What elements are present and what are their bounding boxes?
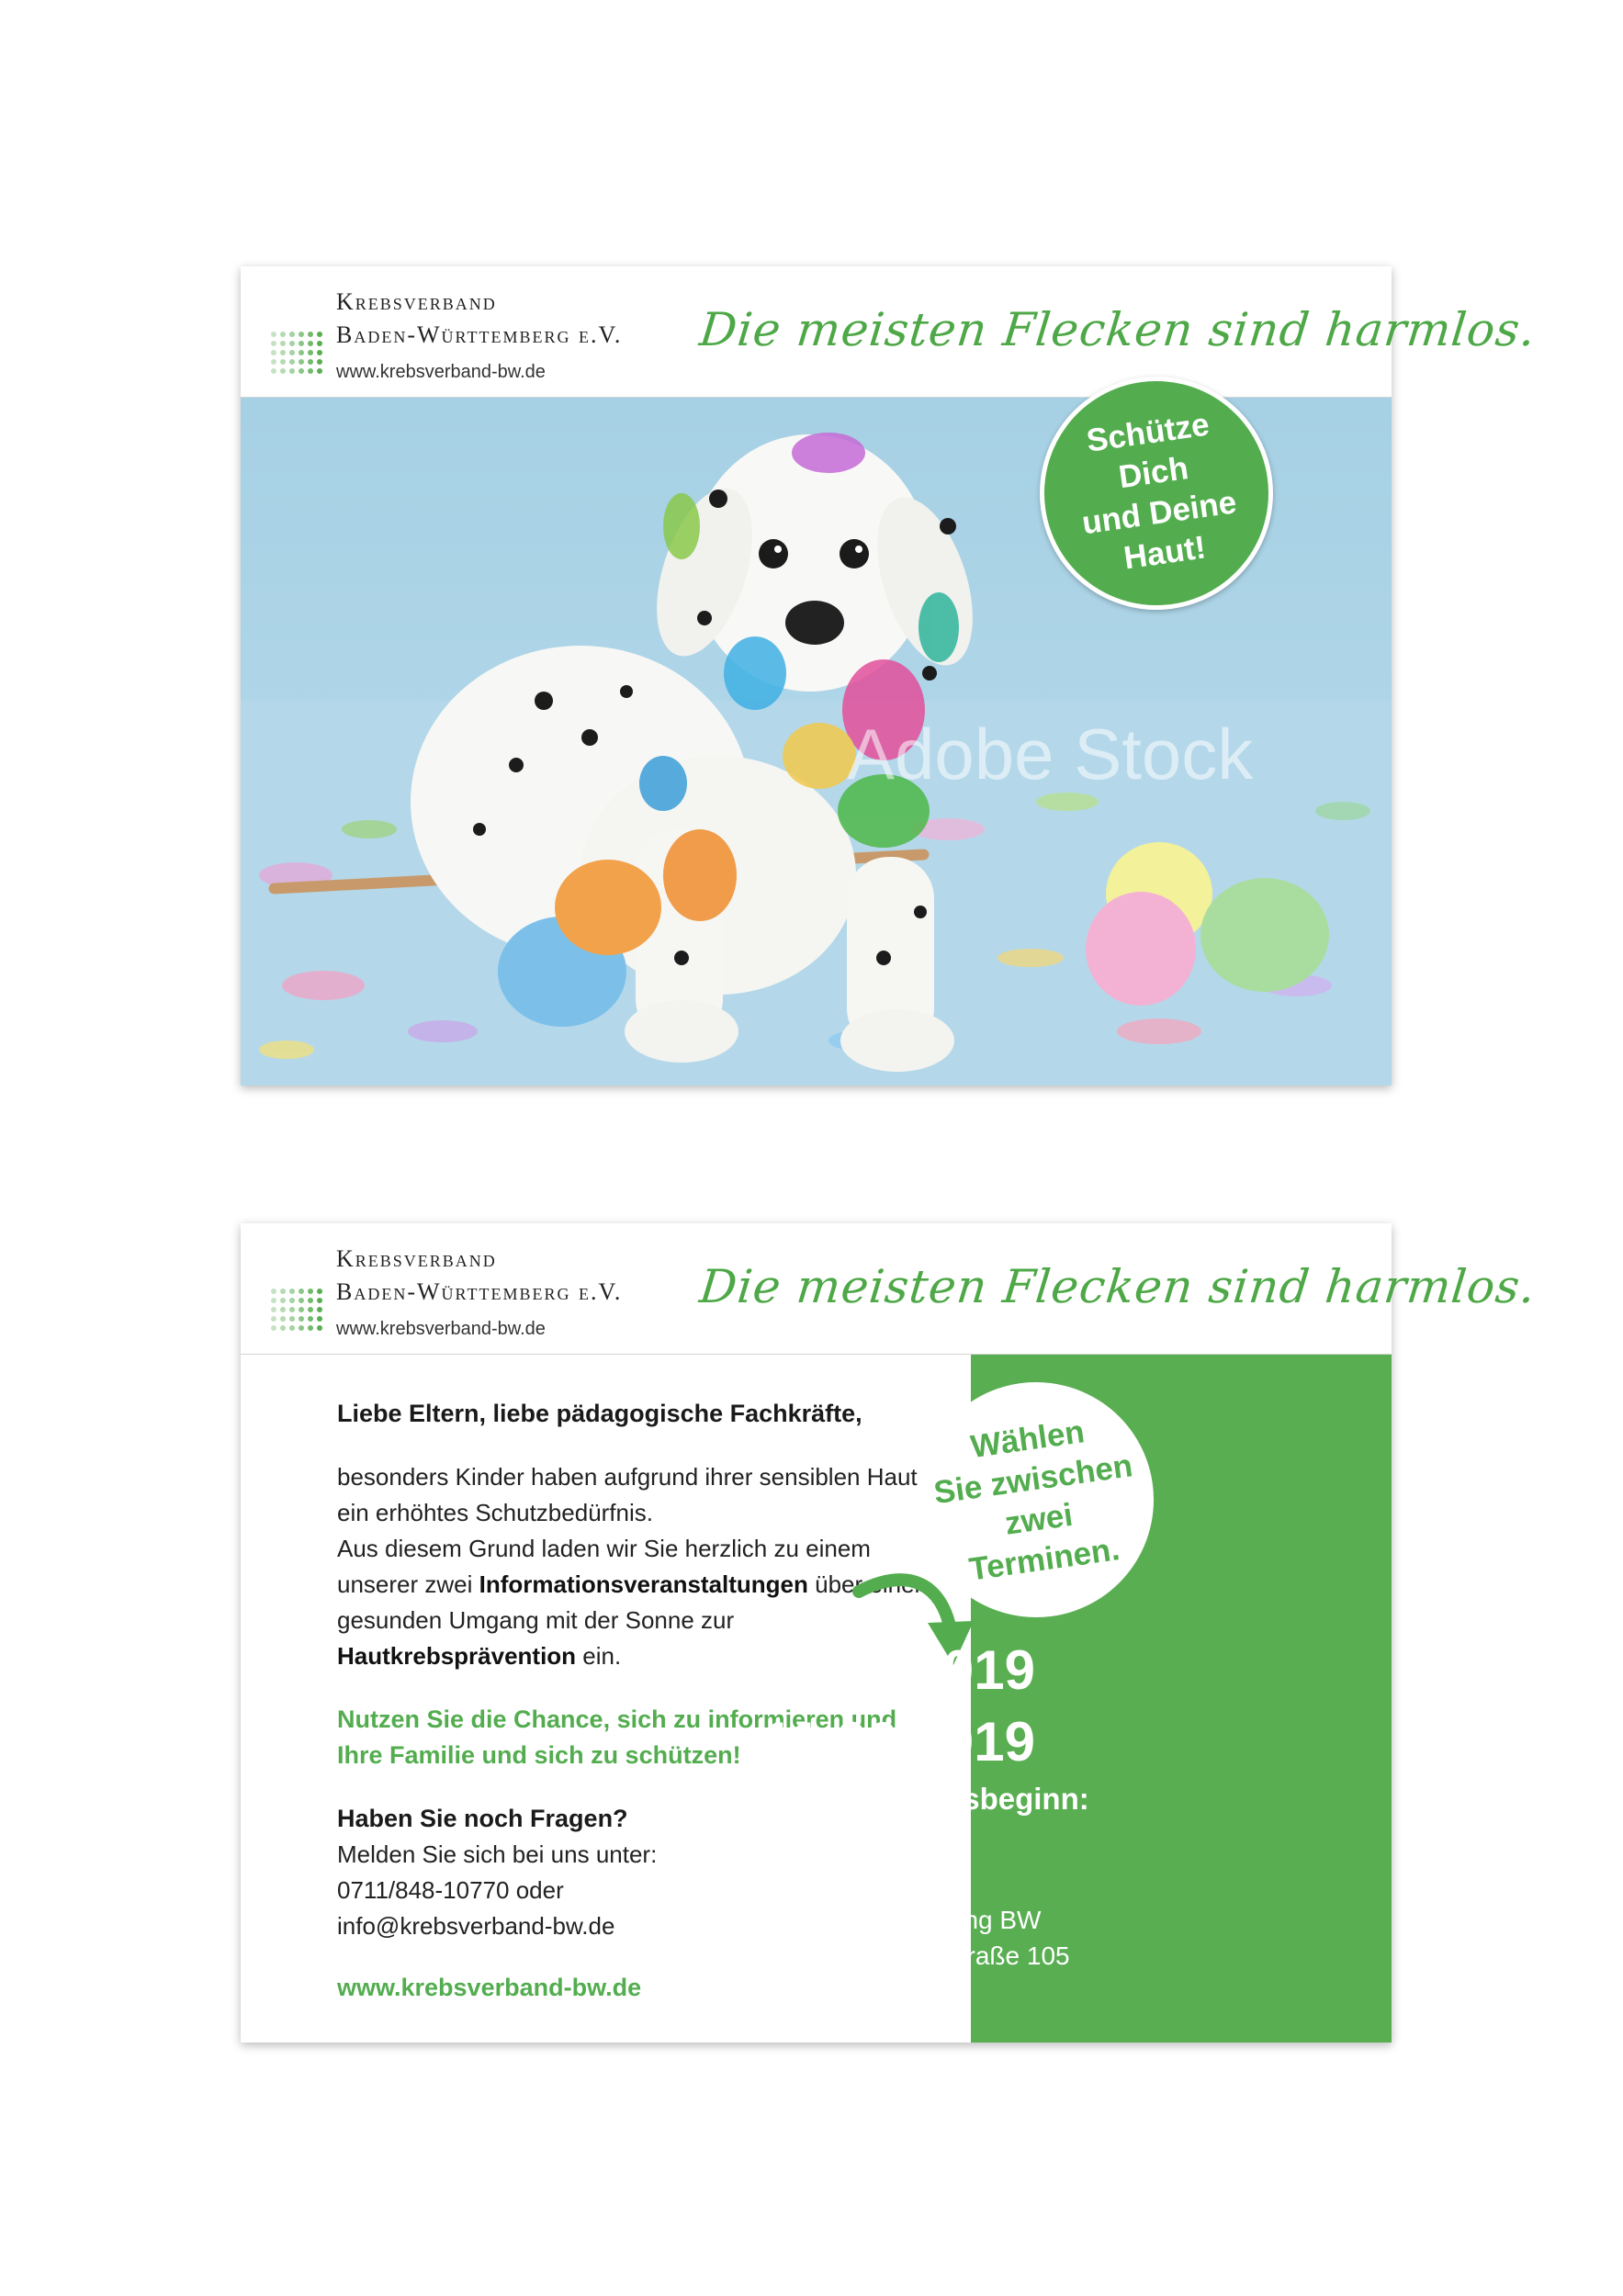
event-start-label: Veranstaltungsbeginn: (762, 1782, 1089, 1816)
choose-dates-badge-text: Wählen Sie zwischen zwei Terminen. (931, 1413, 1135, 1588)
venue-line-3: Adalbert-Stifter-Straße 105 (762, 1941, 1070, 1970)
event-start (762, 1779, 1089, 1858)
body-text-2: Aus diesem Grund laden wir Sie herzlich zu einem unserer zwei (337, 1535, 871, 1598)
body-bold-prevention: Hautkrebsprävention (337, 1642, 577, 1670)
call-to-action: Nutzen Sie die Chance, sich zu informieren und Ihre Familie und sich zu schützen! (337, 1705, 897, 1769)
protect-skin-badge-text: Schütze Dich und Deine Haut! (1079, 406, 1239, 577)
venue-line-2: Rentenversicherung BW (762, 1906, 1042, 1934)
event-date-2: 11.06.2019 (762, 1711, 1035, 1773)
flyer-front (241, 266, 1539, 1086)
logo-name-line2: Baden-Württemberg e.V. (336, 1278, 623, 1305)
tagline: Die meisten Flecken sind harmlos. (696, 303, 1539, 356)
tagline: Die meisten Flecken sind harmlos. (696, 1260, 1539, 1313)
body-text-3: über einen gesunden Umgang mit der Sonne zur (337, 1570, 929, 1634)
questions-heading: Haben Sie noch Fragen? (337, 1805, 628, 1832)
venue-line-1: Deutsche (762, 1870, 872, 1898)
website-link[interactable]: www.krebsverband-bw.de (337, 1974, 642, 2001)
back-header (241, 1223, 1539, 1355)
logo-dot-grid-icon (270, 331, 323, 380)
watermark-text: Adobe Stock (847, 714, 1254, 794)
logo-url[interactable]: www.krebsverband-bw.de (336, 362, 546, 382)
body-text-4: ein. (576, 1642, 622, 1670)
logo-url[interactable]: www.krebsverband-bw.de (336, 1319, 546, 1339)
contact-intro: Melden Sie sich bei uns unter: (337, 1840, 658, 1868)
venue-address (762, 1866, 1070, 2009)
venue-line-4: 70437 Stuttgart (762, 1977, 939, 2006)
logo-name-line1: Krebsverband (336, 288, 497, 315)
event-date-1: 11.04.2019 (762, 1639, 1035, 1701)
event-dates (762, 1635, 1035, 1778)
logo-name-line1: Krebsverband (336, 1245, 497, 1272)
logo-dot-grid-icon (270, 1288, 323, 1337)
body-bold-events: Informationsveranstaltungen (479, 1570, 808, 1598)
event-start-time: 18 Uhr (762, 1821, 857, 1855)
greeting: Liebe Eltern, liebe pädagogische Fachkräfte, (337, 1400, 862, 1427)
front-header (241, 266, 1539, 398)
logo-name-line2: Baden-Württemberg e.V. (336, 321, 623, 348)
contact-phone[interactable]: 0711/848-10770 oder (337, 1876, 564, 1904)
contact-email[interactable]: info@krebsverband-bw.de (337, 1912, 615, 1940)
body-text-1: besonders Kinder haben aufgrund ihrer sensiblen Haut ein erhöhtes Schutzbedürfnis. (337, 1463, 918, 1526)
